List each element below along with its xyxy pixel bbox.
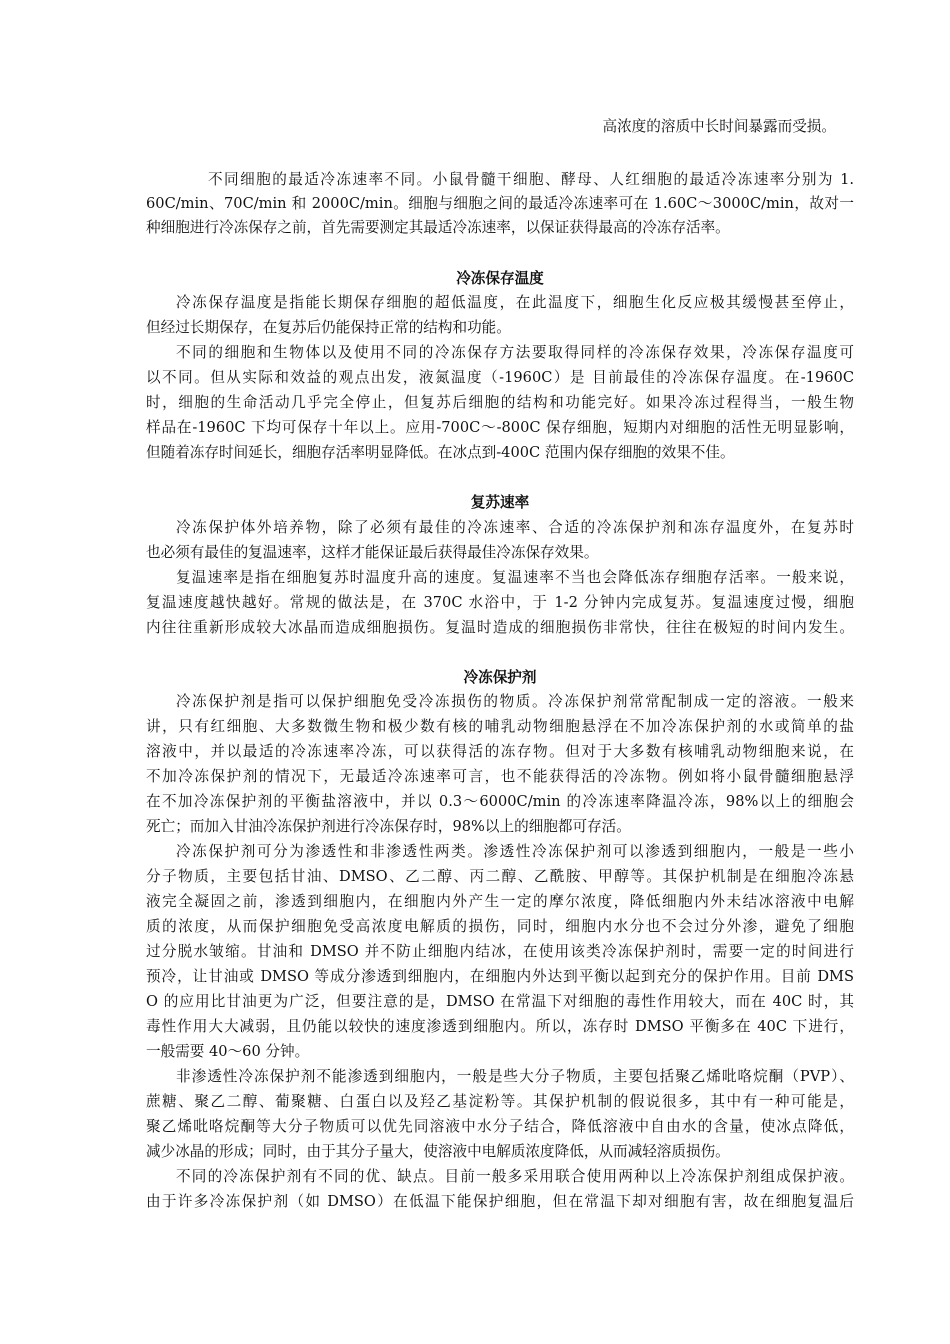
paragraph-line: 由于许多冷冻保护剂（如 DMSO）在低温下能保护细胞，但在常温下却对细胞有害，故在细胞复温后 [146,1193,854,1210]
paragraph-line: 毒性作用大大减弱，且仍能以较快的速度渗透到细胞内。所以，冻存时 DMSO 平衡多在 40C 下进行， [146,1018,854,1035]
paragraph-line: 但经过长期保存，在复苏后仍能保持正常的结构和功能。 [146,319,511,336]
paragraph-line: 以不同。但从实际和效益的观点出发，液氮温度（-1960C）是 目前最佳的冷冻保存温度。在-1960C [146,369,854,386]
paragraph-line: 在不加冷冻保护剂的平衡盐溶液中，并以 0.3～6000C/min 的冷冻速率降温冷冻，98%以上的细胞会 [146,793,854,810]
paragraph-line: 60C/min、70C/min 和 2000C/min。细胞与细胞之间的最适冷冻速率可在 1.60C～3000C/min，故对一 [146,195,854,212]
paragraph-line: 冷冻保存温度是指能长期保存细胞的超低温度，在此温度下，细胞生化反应极其缓慢甚至停止， [176,294,854,311]
paragraph-line: 复温速率是指在细胞复苏时温度升高的速度。复温速率不当也会降低冻存细胞存活率。一般来说， [176,569,854,586]
paragraph-line: 分子物质，主要包括甘油、DMSO、乙二醇、丙二醇、乙酰胺、甲醇等。其保护机制是在细胞冷冻悬 [146,868,854,885]
paragraph-line: 冷冻保护剂可分为渗透性和非渗透性两类。渗透性冷冻保护剂可以渗透到细胞内，一般是一些小 [176,843,854,860]
paragraph-line: 内往往重新形成较大冰晶而造成细胞损伤。复温时造成的细胞损伤非常快，往往在极短的时间内发生。 [146,619,854,636]
paragraph-line: 预冷，让甘油或 DMSO 等成分渗透到细胞内，在细胞内外达到平衡以起到充分的保护作用。目前 DMS [146,968,854,985]
paragraph-line: 减少冰晶的形成；同时，由于其分子量大，使溶液中电解质浓度降低，从而减轻溶质损伤。 [146,1143,730,1160]
paragraph-line: 一般需要 40～60 分钟。 [146,1043,310,1060]
section-heading: 冷冻保护剂 [463,669,537,686]
paragraph-line: 非渗透性冷冻保护剂不能渗透到细胞内，一般是些大分子物质，主要包括聚乙烯吡咯烷酮（PVP）、 [176,1068,854,1085]
paragraph-line: 时，细胞的生命活动几乎完全停止，但复苏后细胞的结构和功能完好。如果冷冻过程得当，一般生物 [146,394,854,411]
paragraph-line: 冷冻保护剂是指可以保护细胞免受冷冻损伤的物质。冷冻保护剂常常配制成一定的溶液。一般来 [176,693,854,710]
section-heading: 冷冻保存温度 [456,270,544,287]
paragraph-line: 复温速度越快越好。常规的做法是，在 370C 水浴中，于 1-2 分钟内完成复苏。复温速度过慢，细胞 [146,594,854,611]
paragraph-line: 冷冻保护体外培养物，除了必须有最佳的冷冻速率、合适的冷冻保护剂和冻存温度外，在复苏时 [176,519,854,536]
section-heading: 复苏速率 [470,494,530,511]
paragraph-line: 溶液中，并以最适的冷冻速率冷冻，可以获得活的冻存物。但对于大多数有核哺乳动物细胞来说，在 [146,743,854,760]
paragraph-line: O 的应用比甘油更为广泛，但要注意的是，DMSO 在常温下对细胞的毒性作用较大，而在 40C 时，其 [146,993,854,1010]
paragraph-line: 蔗糖、聚乙二醇、葡聚糖、白蛋白以及羟乙基淀粉等。其保护机制的假说很多，其中有一种可能是， [146,1093,854,1110]
paragraph-line: 不同的细胞和生物体以及使用不同的冷冻保存方法要取得同样的冷冻保存效果，冷冻保存温度可 [176,344,854,361]
paragraph-line: 也必须有最佳的复温速率，这样才能保证最后获得最佳冷冻保存效果。 [146,544,599,561]
continuation-line: 高浓度的溶质中长时间暴露而受损。 [602,118,836,135]
paragraph-line: 但随着冻存时间延长，细胞存活率明显降低。在冰点到-400C 范围内保存细胞的效果不佳。 [146,444,735,461]
paragraph-line: 死亡；而加入甘油冷冻保护剂进行冷冻保存时，98%以上的细胞都可存活。 [146,818,631,835]
paragraph-line: 不同的冷冻保护剂有不同的优、缺点。目前一般多采用联合使用两种以上冷冻保护剂组成保护液。 [176,1168,854,1185]
paragraph-line: 不加冷冻保护剂的情况下，无最适冷冻速率可言，也不能获得活的冷冻物。例如将小鼠骨髓细胞悬浮 [146,768,854,785]
paragraph-line: 讲，只有红细胞、大多数微生物和极少数有核的哺乳动物细胞悬浮在不加冷冻保护剂的水或简单的盐 [146,718,854,735]
paragraph-line: 液完全凝固之前，渗透到细胞内，在细胞内外产生一定的摩尔浓度，降低细胞内外未结冰溶液中电解 [146,893,854,910]
paragraph-line: 聚乙烯吡咯烷酮等大分子物质可以优先同溶液中水分子结合，降低溶液中自由水的含量，使冰点降低， [146,1118,854,1135]
paragraph-line: 质的浓度，从而保护细胞免受高浓度电解质的损伤，同时，细胞内水分也不会过分外渗，避免了细胞 [146,918,854,935]
paragraph-line: 样品在-1960C 下均可保存十年以上。应用-700C～-800C 保存细胞，短期内对细胞的活性无明显影响， [146,419,854,436]
paragraph-line: 种细胞进行冷冻保存之前，首先需要测定其最适冷冻速率，以保证获得最高的冷冻存活率。 [146,219,730,236]
paragraph-line: 过分脱水皱缩。甘油和 DMSO 并不防止细胞内结冰，在使用该类冷冻保护剂时，需要一定的时间进行 [146,943,854,960]
paragraph-line: 不同细胞的最适冷冻速率不同。小鼠骨髓干细胞、酵母、人红细胞的最适冷冻速率分别为 1. [208,171,854,188]
